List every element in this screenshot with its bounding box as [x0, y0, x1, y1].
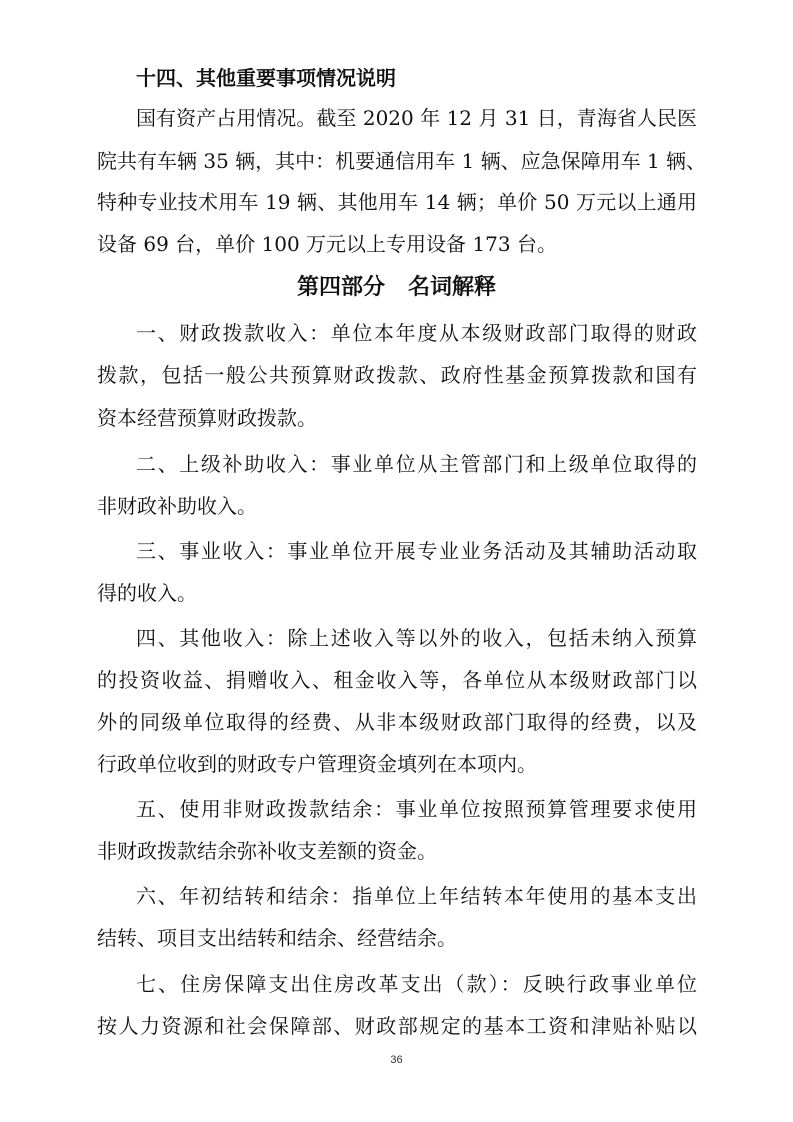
section-14-line: 国有资产占用情况。截至 2020 年 12 月 31 日，青海省人民医 [136, 106, 697, 130]
term-4-line: 外的同级单位取得的经费、从非本级财政部门取得的经费，以及 [97, 710, 697, 734]
term-1-line: 拨款，包括一般公共预算财政拨款、政府性基金预算拨款和国有 [97, 363, 697, 387]
page-number: 36 [390, 1054, 403, 1066]
term-4-line: 四、其他收入：除上述收入等以外的收入，包括未纳入预算 [136, 626, 697, 650]
section-14-heading: 十四、其他重要事项情况说明 [136, 66, 396, 90]
term-3-line: 三、事业收入：事业单位开展专业业务活动及其辅助活动取 [136, 539, 697, 563]
section-14-line: 设备 69 台，单价 100 万元以上专用设备 173 台。 [97, 232, 557, 256]
section-14-line: 院共有车辆 35 辆，其中：机要通信用车 1 辆、应急保障用车 1 辆、 [97, 149, 707, 173]
term-1-line: 一、财政拨款收入：单位本年度从本级财政部门取得的财政 [136, 321, 697, 345]
term-7-line: 按人力资源和社会保障部、财政部规定的基本工资和津贴补贴以 [97, 1014, 697, 1038]
term-7-line: 七、住房保障支出住房改革支出（款）：反映行政事业单位 [136, 972, 697, 996]
term-4-line: 行政单位收到的财政专户管理资金填列在本项内。 [97, 752, 537, 776]
section-14-line: 特种专业技术用车 19 辆、其他用车 14 辆；单价 50 万元以上通用 [97, 190, 697, 214]
term-4-line: 的投资收益、捐赠收入、租金收入等，各单位从本级财政部门以 [97, 668, 697, 692]
term-2-line: 非财政补助收入。 [97, 494, 257, 518]
term-5-line: 五、使用非财政拨款结余：事业单位按照预算管理要求使用 [136, 797, 697, 821]
term-6-line: 六、年初结转和结余：指单位上年结转本年使用的基本支出 [136, 884, 697, 908]
part-4-title: 第四部分 名词解释 [297, 275, 496, 300]
term-1-line: 资本经营预算财政拨款。 [97, 406, 317, 430]
term-2-line: 二、上级补助收入：事业单位从主管部门和上级单位取得的 [136, 452, 697, 476]
term-5-line: 非财政拨款结余弥补收支差额的资金。 [97, 839, 437, 863]
term-3-line: 得的收入。 [97, 581, 197, 605]
term-6-line: 结转、项目支出结转和结余、经营结余。 [97, 926, 457, 950]
